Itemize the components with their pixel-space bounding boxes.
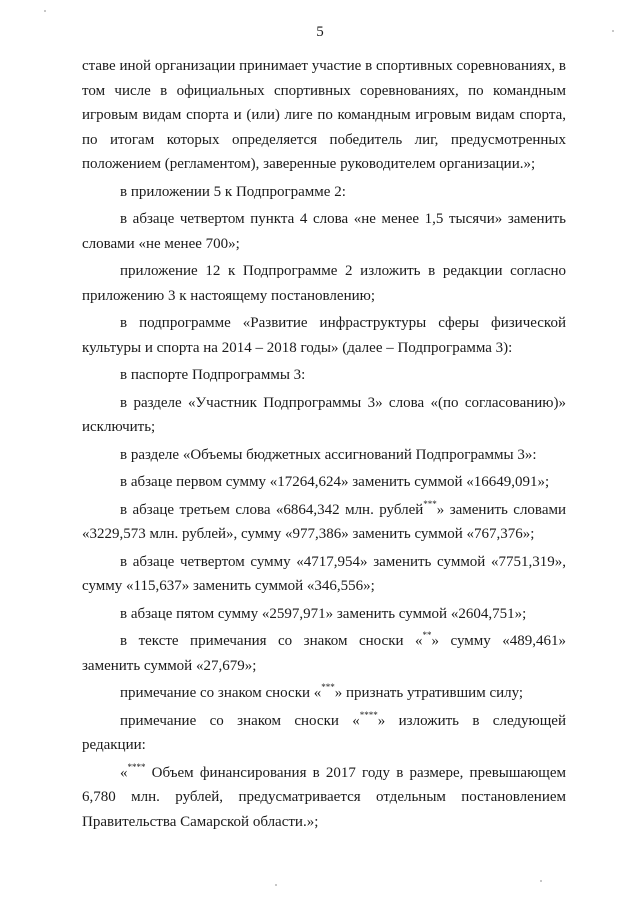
- paragraph-budget-section: в разделе «Объемы бюджетных ассигнований Подпрограммы 3»:: [120, 446, 537, 463]
- paragraph-note-double-star: [82, 629, 566, 678]
- paragraph-note-triple-star-part-1: примечание со знаком сноски «: [120, 685, 322, 701]
- paragraph-third-abzats: [82, 498, 566, 547]
- paragraph-note-triple-star: [82, 681, 566, 706]
- scan-speck: [44, 10, 46, 12]
- paragraph-third-abzats-part-2: » заменить словами «3229,573 млн. рублей», сумму «977,386» заменить суммой «767,376»;: [82, 501, 566, 542]
- paragraph-new-note-text: [82, 761, 566, 835]
- paragraph-subprogram-3: в подпрограмме «Развитие инфраструктуры сферы физической культуры и спорта на 2014 – 2018 годы» (далее – Подпрограмма 3):: [82, 315, 566, 356]
- footnote-mark: ****: [359, 709, 378, 720]
- footnote-mark: ****: [127, 761, 146, 772]
- paragraph-third-abzats-part-1: в абзаце третьем слова «6864,342 млн. рублей: [120, 501, 424, 518]
- paragraph-continuation: ставе иной организации принимает участие в спортивных соревнованиях, в том числе в официальных спортивных соревнованиях, по командным игровым видам спорта и (или) лиге по командным игровым видам спорта, по итогам которых определяется победитель лиг, предусмотренных положением (регламентом), заверенные руководителем организации.»;: [82, 58, 566, 172]
- paragraph-note-double-star-part-1: в тексте примечания со знаком сноски «: [120, 633, 423, 649]
- paragraph-note-quad-star-part-1: примечание со знаком сноски «: [120, 712, 360, 729]
- paragraph-item-4-change: в абзаце четвертом пункта 4 слова «не менее 1,5 тысячи» заменить словами «не менее 700»;: [82, 211, 566, 252]
- paragraph-fourth-abzats: в абзаце четвертом сумму «4717,954» заменить суммой «7751,319», сумму «115,637» заменить суммой «346,556»;: [82, 553, 566, 594]
- paragraph-fifth-abzats: в абзаце пятом сумму «2597,971» заменить суммой «2604,751»;: [120, 605, 527, 622]
- document-body: [82, 54, 566, 837]
- paragraph-first-abzats: в абзаце первом сумму «17264,624» заменить суммой «16649,091»;: [120, 474, 550, 490]
- paragraph-note-double-star-part-2: » сумму «489,461» заменить суммой «27,679»;: [82, 633, 567, 674]
- footnote-mark: ***: [321, 682, 335, 692]
- page-number: 5: [316, 24, 324, 40]
- paragraph-note-triple-star-part-2: » признать утратившим силу;: [334, 685, 524, 701]
- scan-speck: [275, 884, 277, 886]
- scan-speck: [540, 880, 542, 882]
- paragraph-new-note-body: Объем финансирования в 2017 году в размере, превышающем 6,780 млн. рублей, предусматривается отдельным постановлением Правительства Самарской области.»;: [82, 764, 566, 830]
- paragraph-participant-section: в разделе «Участник Подпрограммы 3» слова «(по согласованию)» исключить;: [82, 394, 566, 435]
- paragraph-passport: в паспорте Подпрограммы 3:: [120, 367, 306, 383]
- paragraph-appendix-5: в приложении 5 к Подпрограмме 2:: [120, 183, 346, 200]
- scan-speck: [612, 30, 614, 32]
- paragraph-new-note-open-quote: «: [120, 764, 128, 781]
- footnote-mark: ***: [423, 498, 437, 509]
- paragraph-note-quad-star: [82, 709, 566, 758]
- paragraph-note-quad-star-part-2: » изложить в следующей редакции:: [82, 712, 566, 753]
- paragraph-appendix-12: приложение 12 к Подпрограмме 2 изложить в редакции согласно приложению 3 к настоящему постановлению;: [82, 263, 566, 304]
- footnote-mark: **: [422, 630, 432, 640]
